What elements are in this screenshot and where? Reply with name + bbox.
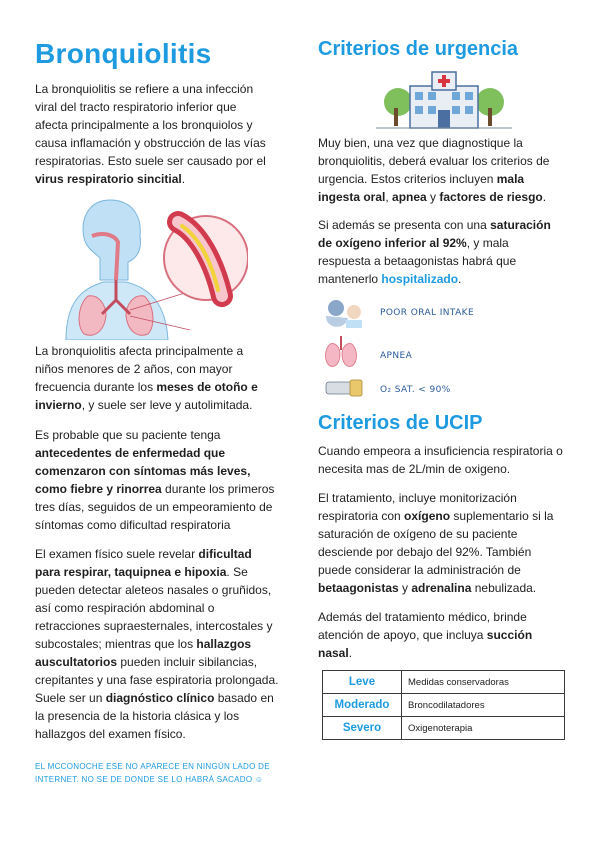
severity-treatment: Broncodilatadores [402,694,565,717]
table-row [323,694,565,717]
epidemiology-paragraph: La bronquiolitis afecta principalmente a niños menores de 2 años, con mayor frecuencia durante los meses de otoño e invierno, y suele ser leve y autolimitada. [35,344,258,412]
severity-level: Severo [323,717,402,740]
criteria-sketch [322,296,482,406]
ucip-paragraph: Cuando empeora a insuficiencia respiratoria o necesita mas de 2L/min de oxigeno. [318,444,563,476]
table-row [323,671,565,694]
hospitalization-paragraph: Si además se presenta con una saturación de oxígeno inferior al 92%, y mala respuesta a betaagonistas habrá que mantenerlo hospitalizado. [318,218,551,286]
severity-table [322,670,565,740]
table-row [323,717,565,740]
urgency-heading: Criterios de urgencia [318,38,519,60]
footnote: EL MCCONOCHE ESE NO APARECE EN NINGÚN LADO DE INTERNET. NO SE DE DONDE SE LO HABRÁ SACADO ☺ [35,762,270,784]
poor-oral-intake-label: POOR ORAL INTAKE [380,308,475,318]
hospital-illustration [376,64,512,130]
severity-treatment: Oxigenoterapia [402,717,565,740]
severity-treatment: Medidas conservadoras [402,671,565,694]
airway-illustration [58,192,248,340]
apnea-label: APNEA [380,351,413,361]
history-paragraph: Es probable que su paciente tenga antecedentes de enfermedad que comenzaron con síntomas más leves, como fiebre y rinorrea durante los primeros tres días, seguidos de un empeoramiento de síntomas como dificultad respiratoria [35,428,275,532]
ucip-heading: Criterios de UCIP [318,412,483,434]
severity-level: Leve [323,671,402,694]
o2-sat-label: O₂ SAT. < 90% [380,385,451,395]
intro-paragraph: La bronquiolitis se refiere a una infección viral del tracto respiratorio inferior que afecta principalmente a los bronquiolos y causa inflamación y obstrucción de las vías respiratorias. Esto suele ser causado por el virus respiratorio sincitial. [35,82,266,186]
treatment-paragraph: El tratamiento, incluye monitorización respiratoria con oxígeno suplementario si la saturación de oxígeno de su paciente desciende por debajo del 92%. También puede considerar la administración de betaagonistas y adrenalina nebulizada. [318,491,554,595]
exam-paragraph: El examen físico suele revelar dificultad para respirar, taquipnea e hipoxia. Se pueden detectar aleteos nasales o gruñidos, así como respiración abdominal o retracciones supraesternales, intercostales y subcostales; mientras que los hallazgos auscultatorios pueden incluir sibilancias, crepitantes y una fase espiratoria prolongada. Suele ser un diagnóstico clínico basado en la presencia de la historia clásica y los hallazgos del examen físico. [35,547,279,741]
support-paragraph: Además del tratamiento médico, brinde atención de apoyo, que incluya succión nasal. [318,610,533,660]
page-title: Bronquiolitis [35,38,212,69]
severity-level: Moderado [323,694,402,717]
urgency-paragraph: Muy bien, una vez que diagnostique la bronquiolitis, deberá evaluar los criterios de urgencia. Estos criterios incluyen mala ingesta oral, apnea y factores de riesgo. [318,136,550,204]
